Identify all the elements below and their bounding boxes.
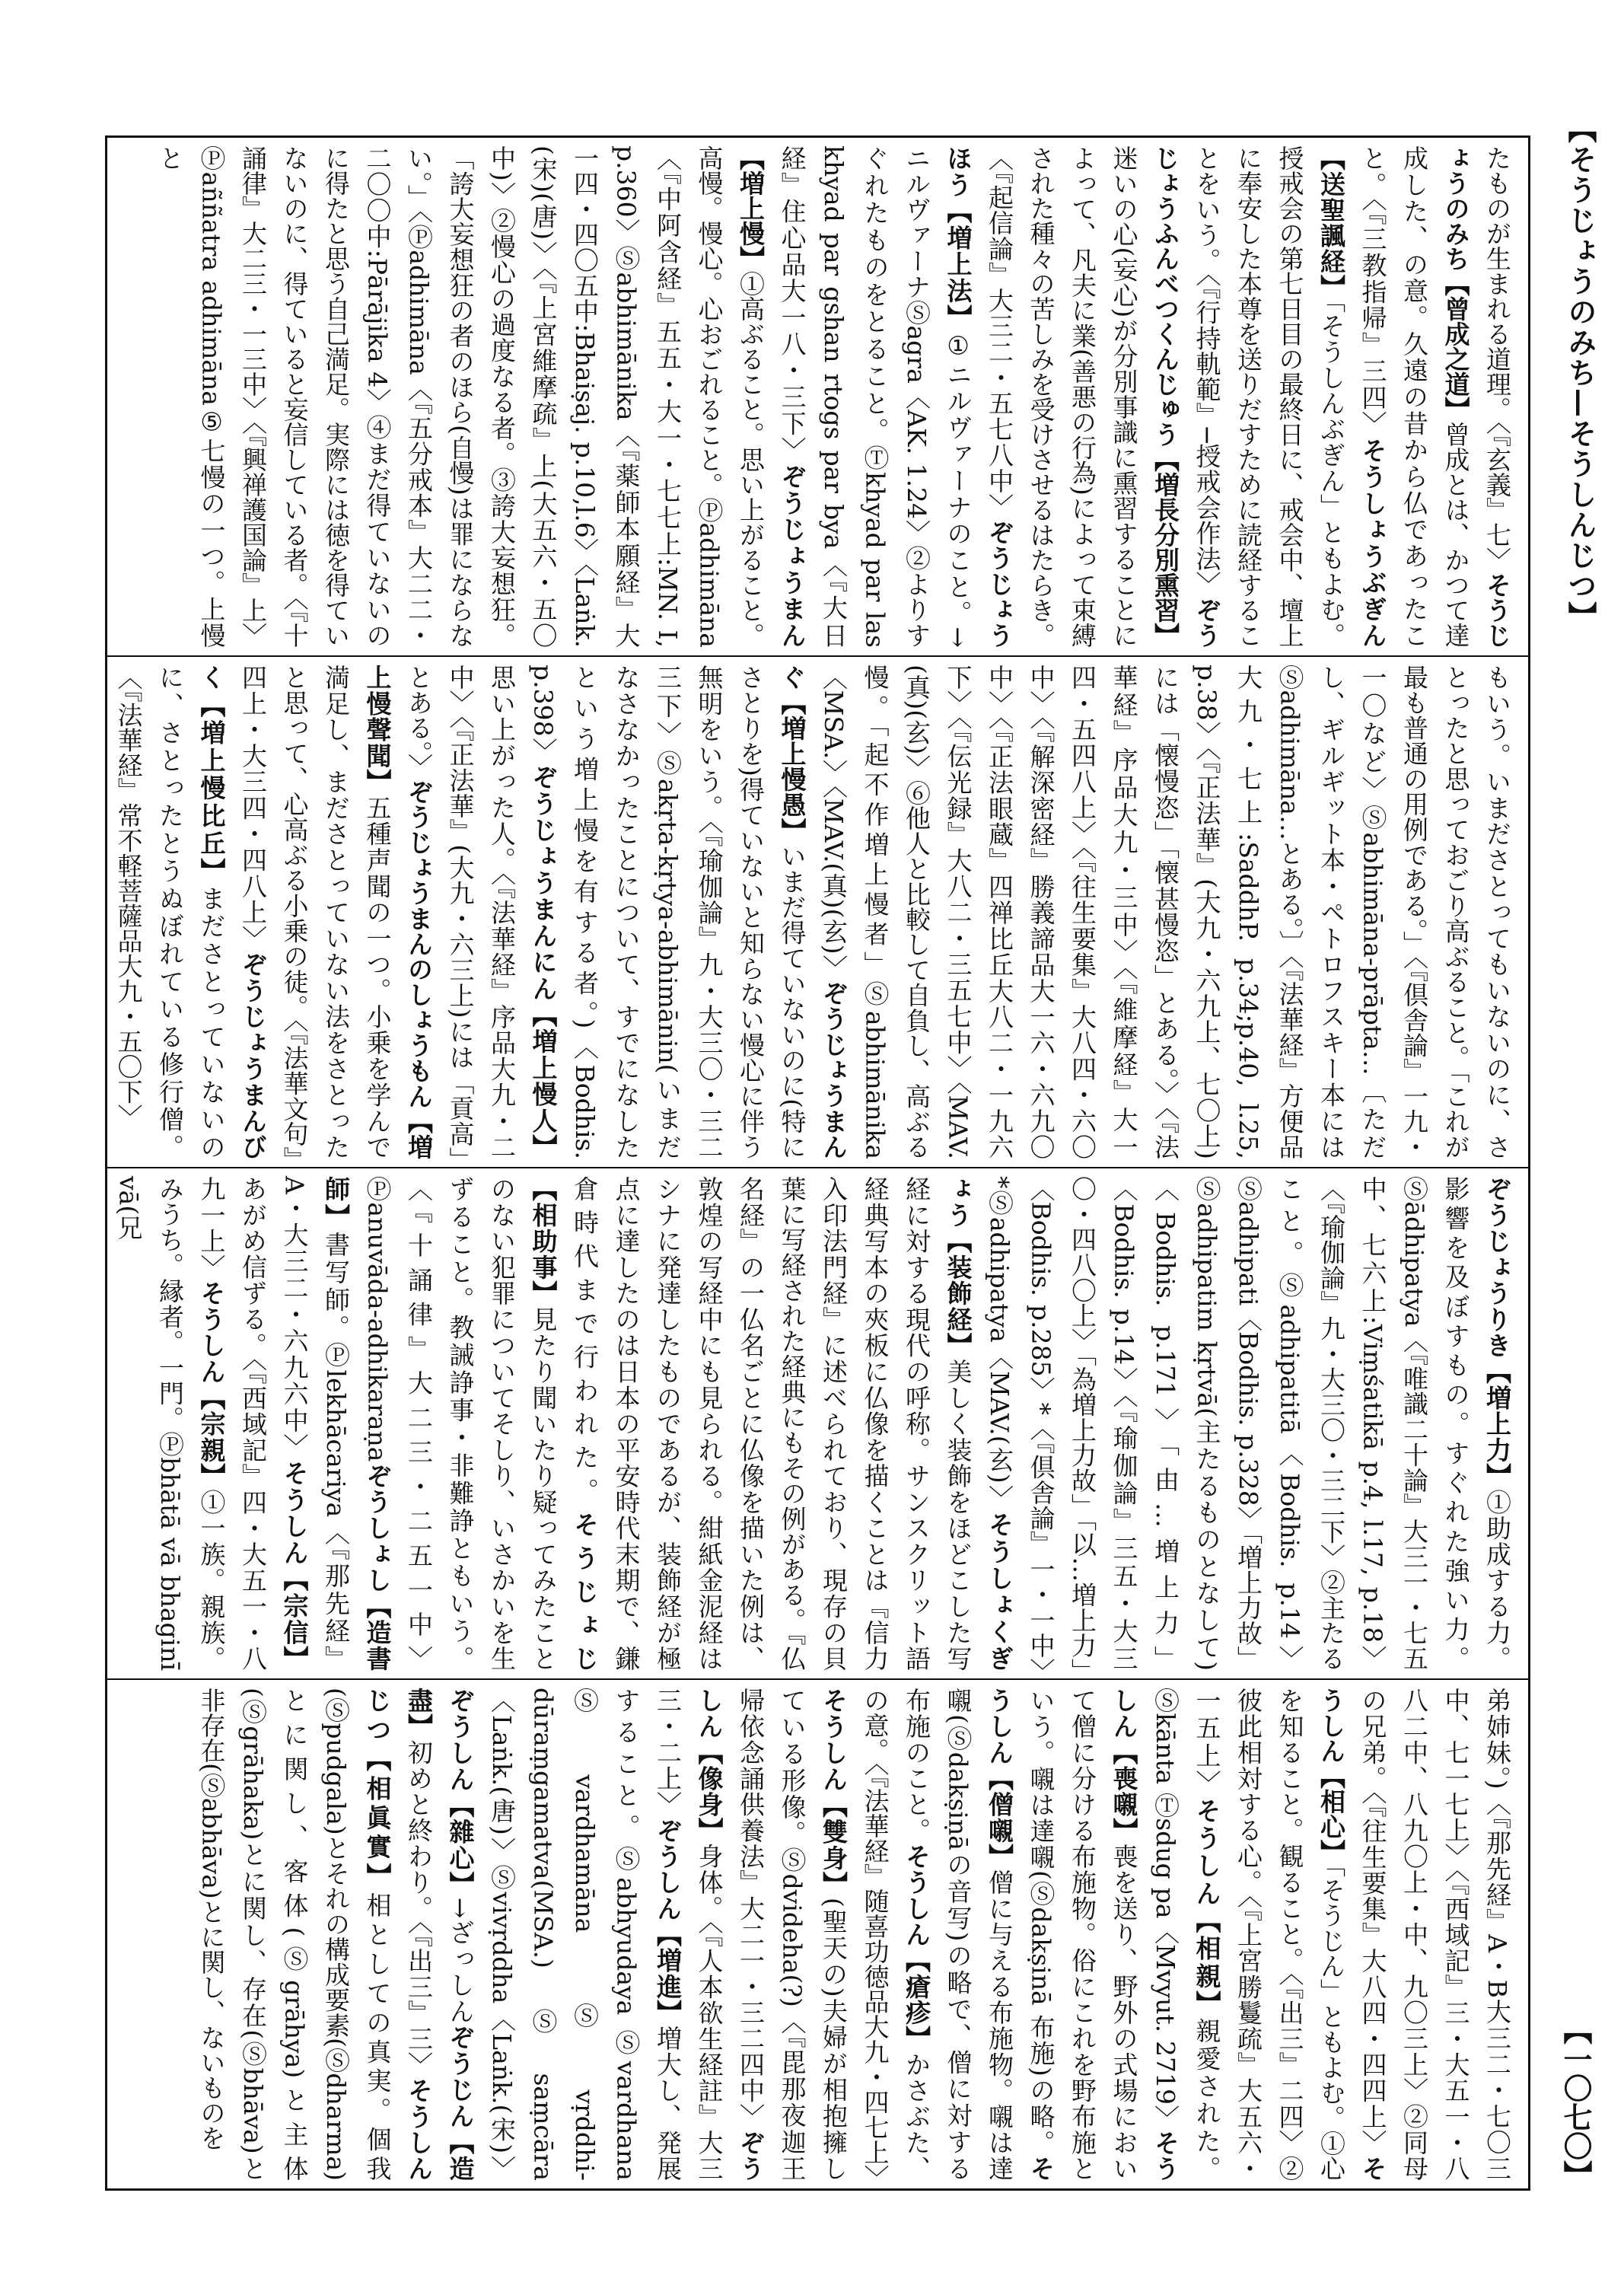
entry-headword: ぞうしん: [694, 1688, 766, 2182]
entry-kanji-form: 【雙身】: [819, 1792, 849, 1898]
entry-body: あがめ信ずる。〈『西域記』四・大五一・八九一上〉: [196, 1176, 268, 1671]
entry-body: いまだ得ていないのに(特にさとりを)得ていないと知らない慢心に伴う無明をいう。〈『瑜伽論』九・大三〇・三二三下〉Ⓢakṛta-kṛtya-abhimānin(いまだなさなかったことについて、すでになしたという増上慢を有する者。)〈Bodhis. p.398〉: [528, 665, 807, 1160]
entry-body: 増大し、発展すること。Ⓢabhyudaya Ⓢvardhana Ⓢvardhamāna Ⓢvṛddhi-dūraṃgamatva(MSA.)Ⓢsaṃcāra〈Laṅk.(唐)〉Ⓢvivṛddha〈Laṅk.(宋)〉: [487, 1688, 683, 2182]
dictionary-entry: [944, 665, 1513, 1159]
entry-headword: そうしん: [196, 1280, 227, 1385]
dictionary-entry: [197, 1688, 435, 2181]
entry-body: もいう。いまださとってもいないのに、さとったと思っておごり高ぶること。「これが最も普通の用例である。」〈『倶舎論』一九・一〇など〉Ⓢabhimāna-prāpta…〔ただし、ギルギット本・ペトロフスキー本にはⓈadhimāna…とある。〕〈『法華経』方便品大九・七上:SaddhP. p.34;p.40, l.25, p.38〉〈『正法華』(大九・六九上、七〇上)には「懐慢恣」「懐甚慢恣」とある。〉〈『法華経』序品大九・三中〉〈『維摩経』大一四・五四八上〉〈『往生要集』大八四・六〇中〉〈『解深密経』勝義諦品大一六・六九〇中〉〈『正法眼蔵』四禅比丘大八二・一九六下〉: [943, 665, 1512, 1159]
entry-headword: ぞうじょうふんべつくんじゅう: [1151, 145, 1222, 648]
entry-body: 相としての真実。個我(Ⓢpudgala)とそれの構成要素(Ⓢdharma)とに関し、客体(Ⓢgrāhya)と主体(Ⓢgrāhaka)とに関し、存在(Ⓢbhāva)と非存在(Ⓢabhāva)とに関し、ないものを: [196, 1688, 393, 2181]
entry-headword: そうじょじ: [570, 1511, 600, 1672]
dictionary-entry: [155, 145, 807, 648]
dictionary-entry: [1482, 145, 1512, 572]
entry-kanji-form: 【相眞實】: [362, 1745, 393, 1893]
entry-kanji-form: 【増上法】: [943, 198, 973, 331]
entry-body: 見たり聞いたり疑ってみたことのない犯罪についてそしり、いさかいを生ずること。教誡諍事・非難諍ともいう。〈『十誦律』大二三・二五一中〉Ⓟanuvāda-adhikaraṇa: [362, 1176, 559, 1672]
dictionary-entry: [570, 1176, 1014, 1671]
tier-4: [107, 1678, 1528, 2188]
entry-headword: ぞうしん: [653, 1817, 683, 1922]
entry-kanji-form: 【増上慢人】: [528, 1002, 559, 1160]
entry-headword: ぞうじょうほう: [943, 145, 1014, 649]
entry-headword: ぞうじん: [445, 2024, 476, 2130]
running-header: 【そうじょうのみち—そうしんじつ】: [1563, 114, 1597, 632]
tier-column: [118, 1688, 1517, 2190]
entry-body: 初めと終わり。〈『出三』三〉: [404, 1739, 434, 2078]
tier-3: [107, 1167, 1528, 1678]
entry-kanji-form: 【曾成之道】: [1441, 271, 1471, 422]
entry-headword: ぞうじょうまんにん: [528, 764, 559, 1002]
entry-kanji-form: 【造書師】: [321, 1176, 393, 1672]
entry-kanji-form: 【宗親】: [196, 1385, 227, 1490]
page-frame: [105, 135, 1530, 2191]
entry-headword: そうじょうのみち: [1441, 145, 1512, 648]
entry-kanji-form: 【増長分別熏習】: [1151, 447, 1180, 648]
entry-headword: そうしん: [1192, 1797, 1222, 1908]
entry-headword: ぞうじょうまんぐ: [777, 665, 849, 1159]
entry-body: 〈『伝光録』大八二・三五七中〉〈MAV.(真)(玄)〉⑥他人と比較して自負し、高ぶる慢。「起不作増上慢者」Ⓢabhimānika〈MSA.〉〈MAV.(真)(玄)〉: [819, 665, 973, 1160]
entry-kanji-form: 【相助事】: [528, 1176, 559, 1307]
entry-body: 迷いの心(妄心)が分別事識に熏習することによって、凡夫に業(善悪の行為)によって束縛された種々の苦しみを受けさせるはたらき。〈『起信論』大三二・五七八中〉: [985, 145, 1139, 648]
entry-body: たものが生まれる道理。〈『玄義』七〉: [1482, 145, 1512, 572]
entry-headword: ぞうじょうまんびく: [196, 665, 268, 1160]
entry-body: 「そうじん」ともよむ。①心を知ること。観ること。〈『出三』二四〉②彼此相対する心。〈『上宮勝鬘疏』大五六・一五上〉: [1192, 1688, 1346, 2182]
tier-column: [113, 1176, 1517, 1672]
entry-kanji-form: 【相心】: [1317, 1763, 1346, 1865]
entry-kanji-form: 【相親】: [1192, 1908, 1222, 2019]
entry-body: →ざっしん: [445, 1897, 476, 2025]
dictionary-entry: [363, 1176, 600, 1671]
entry-headword: そうしんじつ: [362, 1688, 434, 2182]
entry-headword: ぞうじょうまん: [777, 464, 807, 649]
entry-body: 身体。〈『人本欲生経註』大三三・二上〉: [653, 1688, 724, 2182]
entry-kanji-form: 【増上慢聲聞】: [362, 665, 434, 1160]
tier-column: [113, 665, 1517, 1160]
entry-body: 思い上がった人。〈『法華経』序品大九・二中〉〈『正法華』(大九・六三上)には「貢高」とある。〉: [404, 665, 517, 1159]
entry-kanji-form: 【増上慢】: [736, 145, 766, 271]
entry-body: ①一族。親族。みうち。縁者。一門。Ⓟbhātā vā bhaginī vā(兄: [113, 1176, 227, 1672]
entry-headword: ぞうしょし: [362, 1461, 393, 1594]
entry-body: ①高ぶること。思い上がること。高慢。慢心。心おごれること。Ⓟadhimāna〈『中阿含経』五五・大一・七七上:MN. I, p.360〉Ⓢabhimānika〈『薬師本願経』大一四・四〇五中:Bhaiṣaj. p.10,l.6〉〈Laṅk.(宋)(唐)〉〈『上宮維摩疏』上(大五六・五〇中)〉②慢心の過度なる者。③誇大妄想狂。「誇大妄想狂の者のほら(自慢)は罪にならない。」〈Ⓟadhimāna〈『五分戒本』大二二・二〇〇中:Pārājika 4〉④まだ得ていないのに得たと思う自己満足。実際には徳を得ていないのに、得ていると妄信している者。〈『十誦律』大二三・一三中〉〈『興禅護国論』上〉Ⓟaññatra adhimāna⑤七慢の一つ。上慢と: [155, 145, 766, 648]
entry-body: 親愛された。Ⓢkānta Ⓣsdug pa〈Mvyut. 2719〉: [1151, 1688, 1222, 2182]
dictionary-entry: [985, 1176, 1512, 1671]
entry-headword: ぞうじょうまんのしょうもん: [404, 779, 434, 1109]
entry-body: (聖天の)夫婦が相抱擁している形像。Ⓢdvideha(?)〈『毘那夜迦王帰依念誦供養法』大二一・三二四中〉: [736, 1688, 849, 2182]
entry-kanji-form: 【喪嚫】: [1109, 1739, 1139, 1844]
entry-kanji-form: 【装飾経】: [943, 1228, 973, 1359]
entry-body: まださとっていないのに、さとったとうぬぼれている修行僧。〈『法華経』常不軽菩薩品大九・五〇下〉: [113, 665, 227, 1160]
entry-headword: そうしょくぎょう: [943, 1176, 1014, 1671]
entry-headword: そうしん: [985, 1688, 1056, 2181]
entry-kanji-form: 【増上力】: [1482, 1358, 1512, 1490]
entry-body: 書写師。Ⓟlekhācariya〈『那先経』A・大三二・六九六中〉: [279, 1176, 351, 1672]
dictionary-entry: [529, 665, 849, 1159]
entry-body: 「そうしんぶぎん」ともよむ。授戒会の第七日目の最終日に、戒会中、壇上に奉安した本尊を送りだすために読経することをいう。〈『行持軌範』─授戒会作法〉: [1192, 145, 1346, 649]
dictionary-entry: [736, 1688, 849, 2181]
dictionary-entry: [985, 145, 1222, 648]
entry-kanji-form: 【瘡疹】: [902, 1947, 931, 2052]
entry-headword: そうしん: [279, 1460, 310, 1567]
entry-body: 曾成とは、かつて達成した、の意。久遠の昔から仏であったこと。〈『三教指帰』三四〉: [1358, 145, 1471, 648]
entry-kanji-form: 【造盡】: [404, 1688, 476, 2182]
entry-body: ①助成する力。影響を及ぼすもの。すぐれた強い力。Ⓢādhipatya〈『唯識二十論』大三一・七五中、七六上:Viṃśatikā p.4, l.17, p.18〉〈『瑜伽論』九・大三〇・三二下〉②主たること。Ⓢadhipatitā〈Bodhis. p.14〉Ⓢadhipati〈Bodhis. p.328〉「増上力故」Ⓢadhipatim kṛtvā(主たるものとなして)〈Bodhis. p.171〉「由…増上力」〈Bodhis. p.14〉〈『瑜伽論』三五・大三〇・四八〇上〉「為増上力故」「以…増上力」〈Bodhis. p.285〉*〈『倶舎論』一・一中〉*Ⓢadhipatya〈MAV.(玄)〉: [985, 1176, 1512, 1672]
entry-headword: そうしょうぶぎん: [1358, 437, 1388, 649]
entry-kanji-form: 【増上慢愚】: [777, 690, 807, 843]
entry-kanji-form: 【雜心】: [445, 1792, 476, 1898]
page-number: 【一〇七〇】: [1559, 2016, 1593, 2189]
entry-body: 五種声聞の一つ。小乗を学んで満足し、まださとっていない法をさとったと思って、心高ぶる小乗の徒。〈『法華文句』四上・大三四・四八上〉: [238, 665, 393, 1160]
tier-column: [118, 145, 1517, 648]
entry-kanji-form: 【宗信】: [279, 1566, 310, 1672]
entry-body: かさぶた、の意。〈『法華経』随喜功徳品大九・四七上〉: [860, 1688, 931, 2190]
entry-headword: ぞうしん: [445, 1688, 476, 1793]
entry-kanji-form: 【僧嚫】: [985, 1765, 1014, 1870]
tier-1: [107, 138, 1528, 655]
entry-kanji-form: 【増上慢比丘】: [196, 692, 227, 886]
entry-headword: そうしん: [902, 1844, 931, 1948]
entry-body: ①ニルヴァーナのこと。→ニルヴァーナⓈagra〈AK. 1.24〉②よりすぐれたものをとること。Ⓣkhyad par las khyad par gshan rtogs par bya〈『大日経』住心品大一八・三下〉: [777, 145, 973, 648]
dictionary-entry: [446, 1688, 476, 2025]
tier-2: [107, 655, 1528, 1167]
entry-kanji-form: 【像身】: [694, 1739, 724, 1844]
entry-headword: そうしん: [1109, 1688, 1180, 2181]
entry-body: 僧に与える布施物。嚫は達嚫(Ⓢdakṣiṇāの音写)の略で、僧に対する布施のこと。: [902, 1688, 1014, 2182]
entry-body: 喪を送り、野外の式場において僧に分ける布施物。俗にこれを野布施という。嚫は達嚫(Ⓢdakṣinā 布施)の略。: [1026, 1688, 1139, 2182]
entry-body: 美しく装飾をほどこした写経に対する現代の呼称。サンスクリット語経典写本の夾板に仏像を描くことは『信力入印法門経』に述べられており、現存の貝葉に写経された経典にもその例がある。『仏名経』の一仏名ごとに仏像を描いた例は、敦煌の写経中にも見られる。紺紙金泥経はシナに発達したものであるが、装飾経が極点に達したのは日本の平安時代末期で、鎌倉時代まで行われた。: [570, 1176, 973, 1672]
entry-body: 弟姉妹。)〈『那先経』A・B大三二・七〇三中、七一七上〉〈『西域記』三・大五一・八八二中、八九〇上・中、九〇三上〉②同母の兄弟。〈『往生要集』大八四・四四上〉: [1358, 1688, 1512, 2181]
entry-headword: そうしん: [1317, 1688, 1388, 2181]
entry-kanji-form: 【増進】: [653, 1921, 683, 2026]
entry-kanji-form: 【送聖諷経】: [1317, 145, 1346, 301]
entry-headword: ぞうじょうりき: [1482, 1176, 1512, 1359]
dictionary-entry: [1358, 1688, 1513, 2181]
entry-headword: そうしん: [819, 1688, 849, 1793]
dictionary-entry: [778, 145, 1015, 648]
